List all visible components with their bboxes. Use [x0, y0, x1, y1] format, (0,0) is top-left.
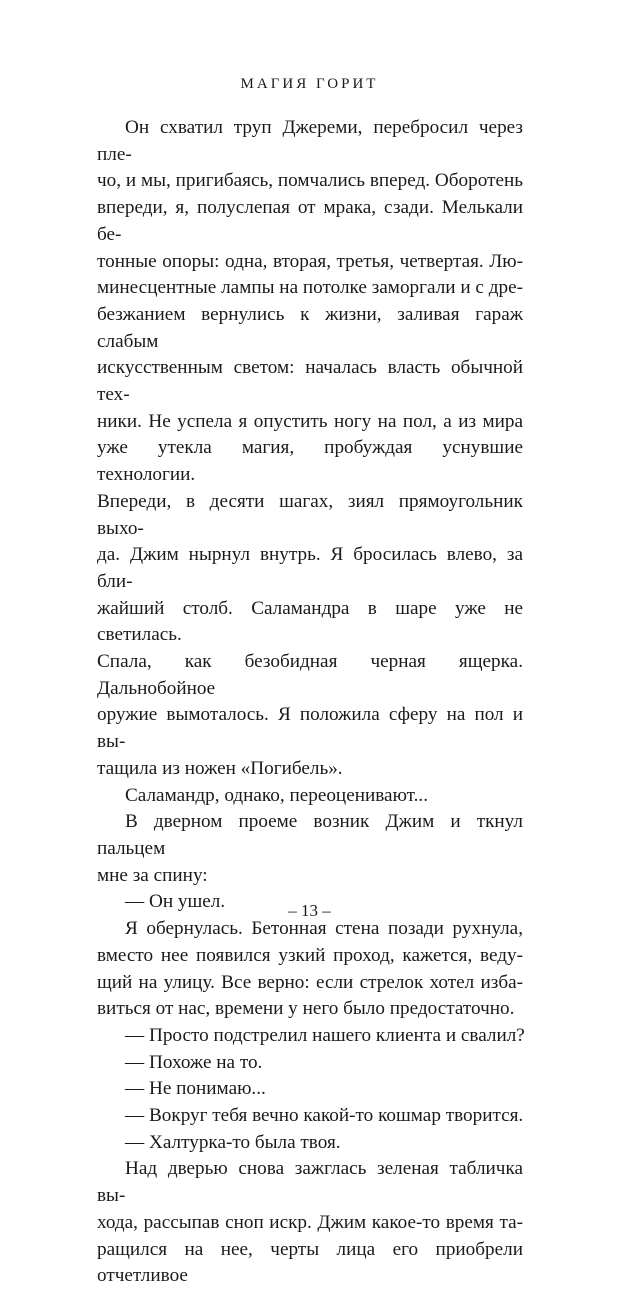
- text-line: вместо нее появился узкий проход, кажется, веду-: [97, 944, 523, 966]
- text-line: Впереди, в десяти шагах, зиял прямоугольник выхо-: [97, 490, 523, 539]
- text-line: Он схватил труп Джереми, перебросил через пле-: [97, 117, 523, 165]
- text-line: оружие вымоталось. Я положила сферу на пол и вы-: [97, 704, 523, 753]
- text-line: минесцентные лампы на потолке заморгали и с дре-: [97, 277, 523, 299]
- text-line: ращился на нее, черты лица его приобрели отчетливое: [97, 1238, 523, 1287]
- text-line: тонные опоры: одна, вторая, третья, четвертая. Лю-: [97, 250, 523, 272]
- text-line: да. Джим нырнул внутрь. Я бросилась влево, за бли-: [97, 544, 523, 592]
- text-line: — Просто подстрелил нашего клиента и свалил?: [125, 1024, 525, 1046]
- text-line: жайший столб. Саламандра в шаре уже не светилась.: [97, 597, 523, 646]
- text-line: — Не понимаю...: [125, 1078, 266, 1100]
- text-line: Над дверью снова зажглась зеленая табличка вы-: [97, 1158, 523, 1207]
- text-line: Саламандр, однако, переоценивают...: [125, 784, 428, 806]
- text-line: тащила из ножен «Погибель».: [97, 757, 343, 779]
- text-line: виться от нас, времени у него было предостаточно.: [97, 998, 515, 1020]
- text-line: впереди, я, полуслепая от мрака, сзади. Мелькали бе-: [97, 197, 523, 245]
- text-line: уже утекла магия, пробуждая уснувшие технологии.: [97, 437, 523, 486]
- text-line: — Халтурка-то была твоя.: [125, 1131, 341, 1153]
- text-line: хода, рассыпав сноп искр. Джим какое-то время та-: [97, 1211, 523, 1233]
- text-line: чо, и мы, пригибаясь, помчались вперед. Оборотень: [97, 170, 523, 192]
- text-line: Спала, как безобидная черная ящерка. Дальнобойное: [97, 651, 523, 699]
- running-head: МАГИЯ ГОРИТ: [240, 76, 379, 92]
- text-line: мне за спину:: [97, 864, 208, 886]
- text-line: Я обернулась. Бетонная стена позади рухнула,: [125, 918, 523, 940]
- body-text: [97, 115, 523, 1290]
- text-line: В дверном проеме возник Джим и ткнул пальцем: [97, 811, 523, 859]
- text-line: искусственным светом: началась власть обычной тех-: [97, 357, 523, 406]
- page-number: – 13 –: [288, 901, 331, 920]
- text-line: щий на улицу. Все верно: если стрелок хотел изба-: [97, 971, 523, 993]
- text-line: — Он ушел.: [125, 891, 226, 913]
- text-line: — Похоже на то.: [125, 1051, 263, 1073]
- text-line: безжанием вернулись к жизни, заливая гараж слабым: [97, 303, 523, 352]
- text-line: ники. Не успела я опустить ногу на пол, а из мира: [97, 410, 523, 432]
- text-line: — Вокруг тебя вечно какой-то кошмар творится.: [125, 1105, 524, 1127]
